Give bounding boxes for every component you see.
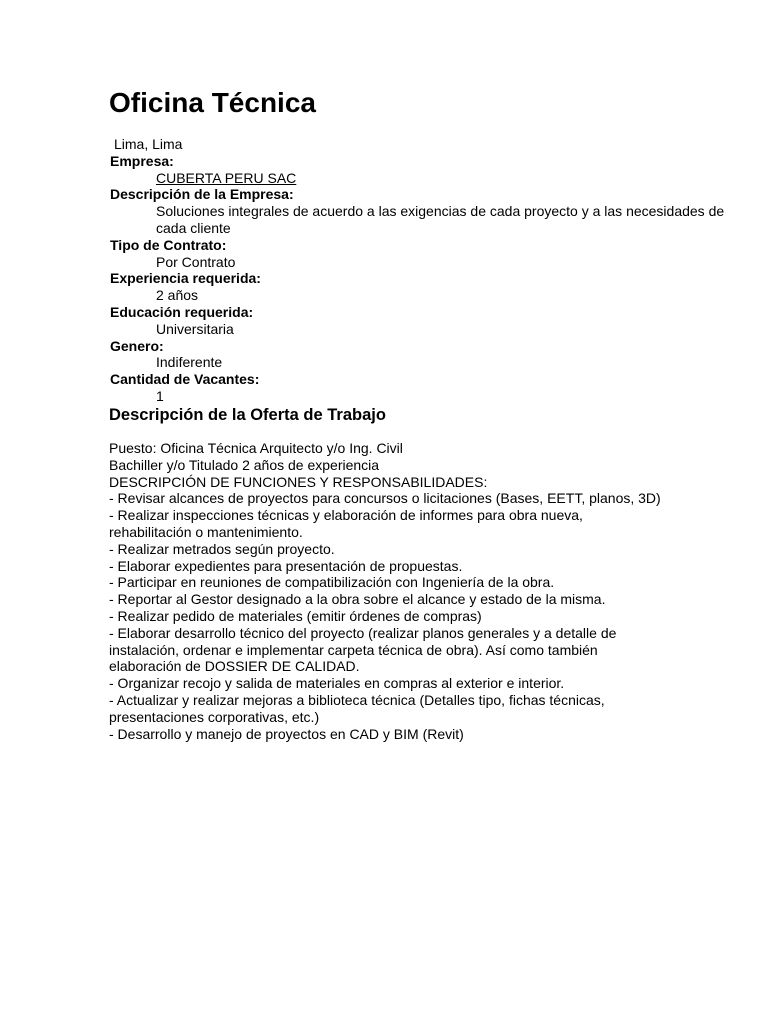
vacancies-label: Cantidad de Vacantes: (110, 371, 260, 388)
offer-line: - Revisar alcances de proyectos para concursos o licitaciones (Bases, EETT, planos, 3D) (109, 490, 661, 507)
job-details (110, 136, 730, 405)
offer-line: - Elaborar expedientes para presentación de propuestas. (109, 557, 463, 574)
education-label: Educación requerida: (110, 303, 254, 320)
company-description-value: Soluciones integrales de acuerdo a las exigencias de cada proyecto y a las necesidades de cada cliente (156, 203, 725, 236)
job-fields-list (110, 153, 730, 405)
offer-line: Bachiller y/o Titulado 2 años de experiencia (109, 456, 380, 473)
company-label: Empresa: (110, 152, 174, 169)
gender-value: Indiferente (156, 354, 223, 371)
offer-line: - Actualizar y realizar mejoras a biblioteca técnica (Detalles tipo, fichas técnicas, presentaciones corporativas, etc.) (109, 691, 605, 725)
offer-line: - Desarrollo y manejo de proyectos en CAD y BIM (Revit) (109, 725, 464, 742)
offer-line: - Realizar metrados según proyecto. (109, 540, 335, 557)
offer-line: - Participar en reuniones de compatibilización con Ingeniería de la obra. (109, 574, 555, 591)
offer-line: - Elaborar desarrollo técnico del proyecto (realizar planos generales y a detalle de instalación, ordenar e implementar carpeta técnica de obra). Así como también elaboración de DOSSIER DE CALIDAD. (109, 624, 617, 675)
offer-description-body (109, 440, 669, 742)
offer-line: - Realizar inspecciones técnicas y elaboración de informes para obra nueva, rehabilitación o mantenimiento. (109, 507, 583, 540)
experience-value: 2 años (156, 287, 199, 304)
contract-type-label: Tipo de Contrato: (110, 236, 227, 253)
offer-line: - Reportar al Gestor designado a la obra sobre el alcance y estado de la misma. (109, 591, 606, 608)
offer-line: Puesto: Oficina Técnica Arquitecto y/o Ing. Civil (109, 440, 403, 456)
experience-label: Experiencia requerida: (110, 270, 261, 287)
gender-label: Genero: (110, 337, 164, 354)
company-link[interactable]: CUBERTA PERU SAC (156, 169, 297, 186)
offer-line: - Organizar recojo y salida de materiales en compras al exterior e interior. (109, 675, 565, 692)
company-description-label: Descripción de la Empresa: (110, 186, 294, 203)
contract-type-value: Por Contrato (156, 253, 236, 270)
offer-line: DESCRIPCIÓN DE FUNCIONES Y RESPONSABILIDADES: (109, 473, 488, 490)
vacancies-value: 1 (156, 387, 164, 404)
offer-line: - Realizar pedido de materiales (emitir órdenes de compras) (109, 607, 482, 624)
education-value: Universitaria (156, 320, 234, 337)
offer-description-heading: Descripción de la Oferta de Trabajo (109, 406, 386, 424)
company-value (156, 170, 730, 187)
job-title: Oficina Técnica (109, 87, 316, 118)
job-location: Lima, Lima (114, 136, 183, 152)
